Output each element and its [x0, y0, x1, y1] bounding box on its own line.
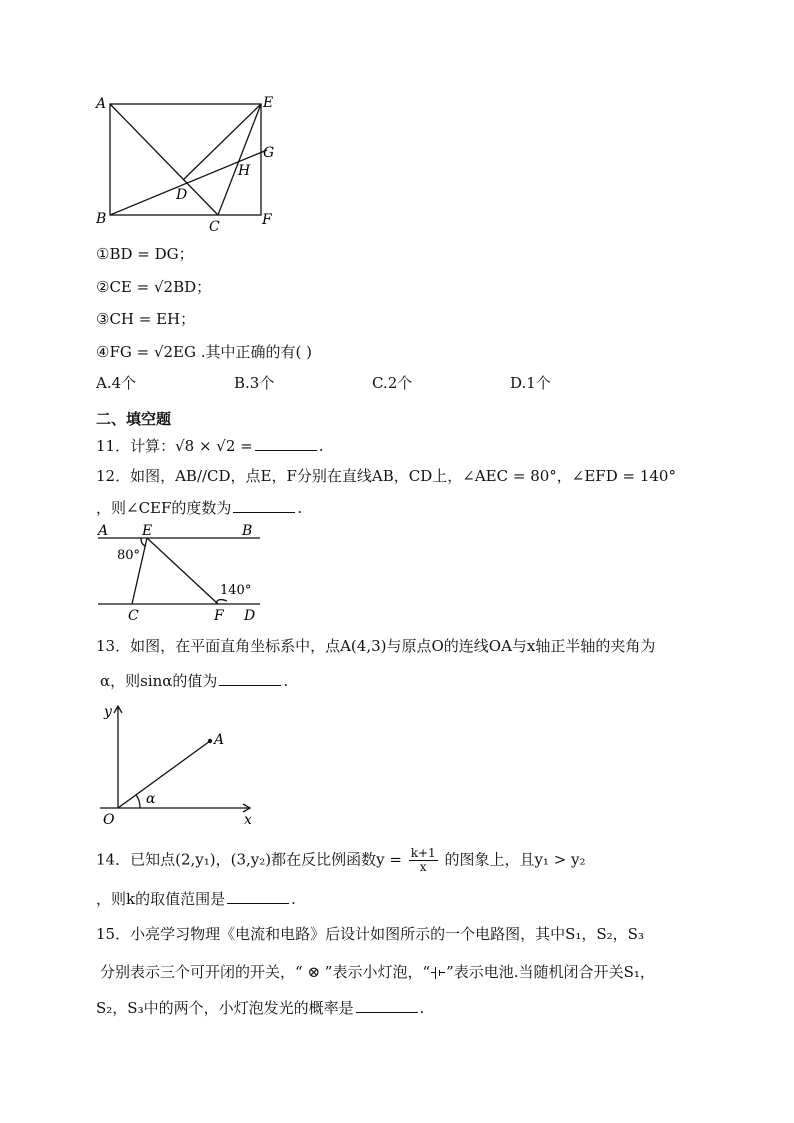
label-E: E	[142, 524, 153, 539]
y-axis-label: y	[104, 704, 112, 720]
alpha-label: α	[146, 791, 156, 807]
battery-icon	[431, 967, 445, 979]
q12-line2-text: ，则∠CEF的度数为	[96, 499, 232, 517]
label-D: D	[244, 608, 256, 624]
question-13-line1: 13．如图，在平面直角坐标系中，点A(4,3)与原点O的连线OA与x轴正半轴的夹角为	[96, 637, 656, 655]
option-a: A.4个	[96, 374, 137, 392]
q15-line3-text: S₂，S₃中的两个，小灯泡发光的概率是	[96, 999, 354, 1017]
question-15-line2	[100, 962, 655, 982]
fraction	[409, 847, 438, 874]
label-A: A	[214, 732, 225, 748]
q13-end: .	[283, 672, 289, 690]
fraction-numerator: k+1	[410, 846, 436, 860]
angle-80-label: 80°	[117, 548, 141, 563]
question-14-line2	[96, 889, 296, 909]
label-E: E	[263, 95, 274, 111]
question-11	[96, 436, 324, 456]
statement-3: ③CH = EH；	[96, 310, 196, 328]
label-F: F	[262, 212, 272, 228]
q14-answer-blank[interactable]	[227, 889, 289, 904]
label-A: A	[98, 524, 109, 539]
label-B: B	[242, 524, 253, 539]
q14-part1: 14．已知点(2,y₁)，(3,y₂)都在反比例函数y =	[96, 850, 402, 869]
question-14-line1	[96, 847, 586, 874]
option-c: C.2个	[372, 374, 413, 392]
statement-1: ①BD = DG；	[96, 245, 194, 263]
geometry-figure-parallel-lines	[94, 524, 266, 624]
angle-140-label: 140°	[220, 583, 252, 598]
question-12-line1: 12．如图，AB//CD，点E，F分别在直线AB，CD上，∠AEC = 80°，∠EFD = 140°	[96, 467, 676, 485]
label-F: F	[214, 608, 224, 624]
label-B: B	[96, 211, 107, 227]
q15-line2b: ”表示电池.当随机闭合开关S₁，	[446, 963, 655, 981]
q14-end: .	[291, 890, 296, 908]
q12-answer-blank[interactable]	[233, 498, 295, 513]
question-12-line2	[96, 498, 302, 518]
statement-4: ④FG = √2EG .其中正确的有( )	[96, 343, 312, 361]
q11-end: .	[318, 437, 324, 455]
question-15-line1: 15．小亮学习物理《电流和电路》后设计如图所示的一个电路图，其中S₁，S₂，S₃	[96, 925, 644, 943]
option-b: B.3个	[234, 374, 275, 392]
label-C: C	[128, 608, 139, 624]
q15-line2a: 分别表示三个可开闭的开关，“ ⊗ ”表示小灯泡，“	[100, 963, 431, 981]
q11-text: 11．计算：√8 × √2 =	[96, 437, 253, 455]
q15-answer-blank[interactable]	[356, 998, 418, 1013]
statement-2: ②CE = √2BD；	[96, 278, 212, 296]
section-heading: 二、填空题	[96, 410, 172, 428]
q14-line2-text: ，则k的取值范围是	[96, 890, 226, 908]
label-H: H	[238, 163, 251, 179]
label-A: A	[96, 96, 107, 112]
q12-end: .	[297, 499, 303, 517]
geometry-figure-rectangle	[90, 92, 290, 237]
q11-answer-blank[interactable]	[255, 436, 317, 451]
q13-line2-text: α，则sinα的值为	[100, 672, 218, 690]
option-d: D.1个	[510, 374, 551, 392]
coordinate-figure	[96, 702, 266, 830]
question-13-line2	[100, 671, 288, 691]
x-axis-label: x	[244, 812, 252, 828]
label-D: D	[176, 187, 188, 203]
question-15-line3	[96, 998, 424, 1018]
q14-part2: 的图象上，且y₁ > y₂	[444, 850, 586, 869]
q13-answer-blank[interactable]	[219, 671, 281, 686]
fraction-denominator: x	[419, 860, 427, 874]
label-G: G	[263, 145, 275, 161]
origin-label: O	[103, 812, 115, 828]
label-C: C	[209, 219, 220, 235]
q15-end: .	[419, 999, 425, 1017]
